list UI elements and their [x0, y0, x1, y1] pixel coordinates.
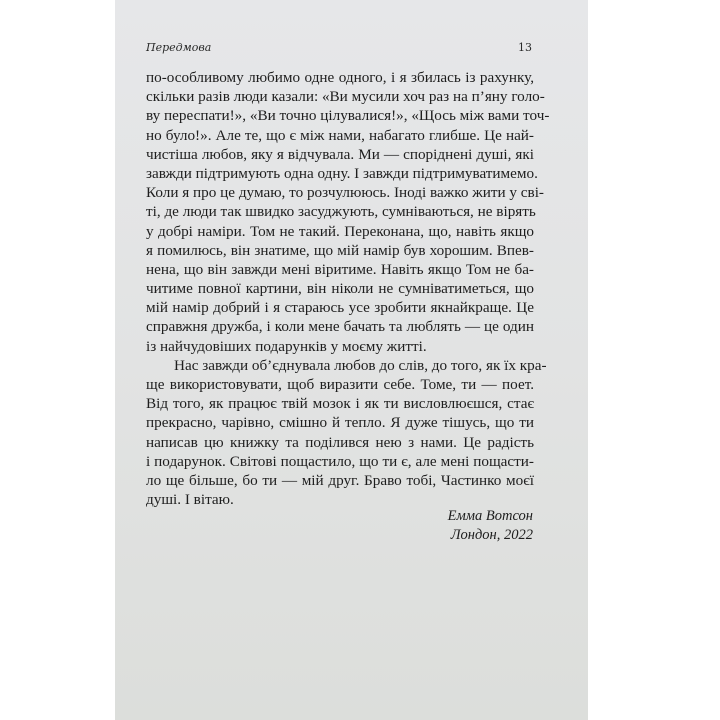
text-line: скільки разів люди казали: «Ви мусили хоч раз на п’яну голо- — [146, 88, 545, 106]
text-line: ще використовувати, щоб виразити себе. Томе, ти — поет. — [146, 376, 534, 393]
text-line: чистіша любов, яку я відчувала. Ми — споріднені душі, які — [146, 145, 534, 163]
text-line: нена, що він завжди мені віритиме. Навіть якщо Том не ба- — [146, 260, 534, 278]
running-header-title: Передмова — [146, 41, 212, 54]
signature-place-date: Лондон, 2022 — [450, 527, 533, 543]
text-line: ті, де люди так швидко засуджують, сумніваються, не вірять — [146, 203, 536, 221]
text-line: ло ще більше, бо ти — мій друг. Браво тобі, Частинко моєї — [146, 471, 534, 489]
text-line: Коли я про це думаю, то розчулююсь. Іноді важко жити у сві- — [146, 184, 544, 202]
text-line: справжня дружба, і коли мене бачать та люблять — це один — [146, 318, 534, 336]
text-line: мій намір добрий і я стараюсь усе зробити якнайкраще. Це — [146, 299, 534, 317]
text-line: но було!». Але те, що є між нами, набагато глибше. Це най- — [146, 126, 534, 144]
text-line: у добрі наміри. Том не такий. Переконана, що, навіть якщо — [146, 222, 534, 240]
text-line: із найчудовіших подарунків у моєму житті. — [146, 337, 427, 355]
text-line: Нас завжди об’єднувала любов до слів, до того, як їх кра- — [174, 356, 547, 374]
page-number: 13 — [518, 41, 532, 54]
paragraph — [146, 68, 550, 356]
text-line: Від того, як працює твій мозок і як ти висловлюєшся, стає — [146, 395, 534, 413]
text-line: читиме повної картини, він ніколи не сумніватиметься, що — [146, 280, 534, 298]
text-line: завжди підтримують одна одну. І завжди підтримуватимемо. — [146, 164, 538, 182]
text-line: я помилюсь, він знатиме, що мій намір був хорошим. Впев- — [146, 241, 534, 259]
signature-author: Емма Вотсон — [447, 508, 533, 524]
text-line: по-особливому любимо одне одного, і я збилась із рахунку, — [146, 69, 534, 86]
book-page — [115, 0, 588, 720]
text-line: і подарунок. Світові пощастило, що ти є, але мені пощасти- — [146, 452, 534, 470]
text-line: ву переспати!», «Ви точно цілувалися!», «Щось між вами точ- — [146, 107, 550, 125]
text-line: прекрасно, чарівно, смішно й тепло. Я дуже тішусь, що ти — [146, 414, 534, 432]
text-line: написав цю книжку та поділився нею з нами. Це радість — [146, 433, 534, 451]
paragraph — [146, 356, 547, 510]
text-line: душі. І вітаю. — [146, 491, 234, 509]
body-text — [146, 68, 550, 509]
